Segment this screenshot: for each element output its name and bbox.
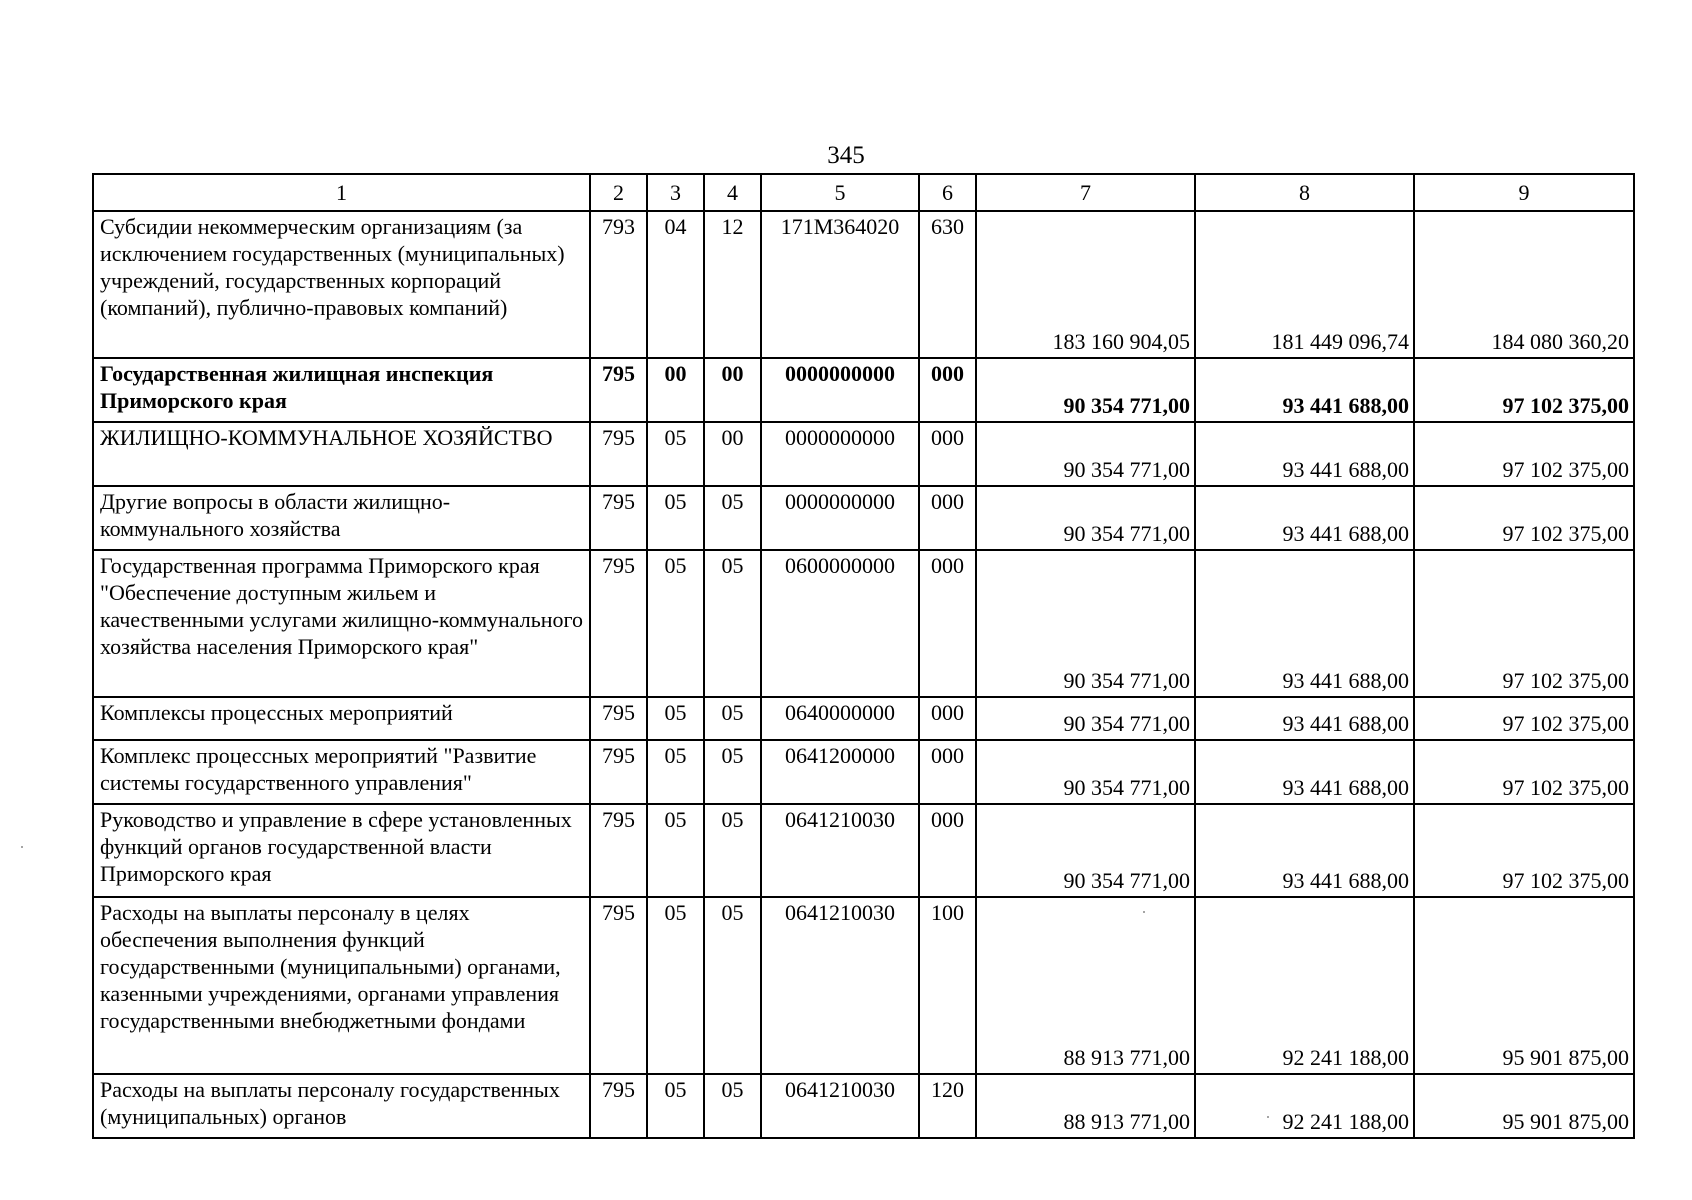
row-col-2: 795 [590, 804, 647, 897]
row-col-6: 000 [919, 486, 976, 550]
row-name: Государственная жилищная инспекция Приморского края [93, 358, 590, 422]
table-body [93, 174, 1634, 1138]
row-name: Комплекс процессных мероприятий "Развитие системы государственного управления" [93, 740, 590, 804]
row-value-7: 88 913 771,00 [976, 897, 1195, 1074]
row-col-4: 00 [704, 422, 761, 486]
row-col-3: 04 [647, 211, 704, 358]
row-col-5: 0641210030 [761, 897, 919, 1074]
row-value-8: 93 441 688,00 [1195, 804, 1414, 897]
row-name: Государственная программа Приморского края "Обеспечение доступным жильем и качественными услугами жилищно-коммунального хозяйства населения Приморского края" [93, 550, 590, 697]
row-col-4: 05 [704, 740, 761, 804]
row-col-6: 630 [919, 211, 976, 358]
row-col-6: 000 [919, 550, 976, 697]
row-value-7: 90 354 771,00 [976, 697, 1195, 740]
row-col-2: 795 [590, 697, 647, 740]
row-value-9: 97 102 375,00 [1414, 358, 1634, 422]
table-row [93, 897, 1634, 1074]
row-col-6: 000 [919, 358, 976, 422]
row-value-8: 93 441 688,00 [1195, 486, 1414, 550]
row-value-7: 183 160 904,05 [976, 211, 1195, 358]
table-row [93, 486, 1634, 550]
row-name: Расходы на выплаты персоналу в целях обеспечения выполнения функций государственными (муниципальными) органами, казенными учреждениями, органами управления государственными внебюджетными фондами [93, 897, 590, 1074]
row-value-7: 90 354 771,00 [976, 486, 1195, 550]
column-header-4: 4 [704, 174, 761, 211]
row-value-8: 181 449 096,74 [1195, 211, 1414, 358]
row-value-7: 88 913 771,00 [976, 1074, 1195, 1138]
row-value-7: 90 354 771,00 [976, 358, 1195, 422]
table-row [93, 740, 1634, 804]
row-col-3: 05 [647, 697, 704, 740]
row-col-5: 0641210030 [761, 804, 919, 897]
row-value-8: 93 441 688,00 [1195, 358, 1414, 422]
row-col-4: 05 [704, 804, 761, 897]
row-col-3: 05 [647, 804, 704, 897]
row-col-5: 0600000000 [761, 550, 919, 697]
column-header-7: 7 [976, 174, 1195, 211]
column-header-6: 6 [919, 174, 976, 211]
row-col-5: 0000000000 [761, 358, 919, 422]
row-col-3: 00 [647, 358, 704, 422]
row-col-2: 795 [590, 740, 647, 804]
table-row [93, 422, 1634, 486]
row-col-6: 120 [919, 1074, 976, 1138]
row-col-6: 000 [919, 422, 976, 486]
row-col-2: 795 [590, 550, 647, 697]
column-header-8: 8 [1195, 174, 1414, 211]
row-col-6: 000 [919, 804, 976, 897]
row-col-3: 05 [647, 486, 704, 550]
row-value-9: 97 102 375,00 [1414, 740, 1634, 804]
row-name: Руководство и управление в сфере установленных функций органов государственной власти Приморского края [93, 804, 590, 897]
row-col-3: 05 [647, 740, 704, 804]
budget-table [92, 173, 1635, 1139]
row-col-6: 000 [919, 740, 976, 804]
scan-speck [21, 846, 23, 848]
row-value-7: 90 354 771,00 [976, 740, 1195, 804]
row-col-3: 05 [647, 1074, 704, 1138]
row-col-5: 0640000000 [761, 697, 919, 740]
table-row [93, 697, 1634, 740]
column-header-3: 3 [647, 174, 704, 211]
row-col-5: 0000000000 [761, 486, 919, 550]
row-value-9: 97 102 375,00 [1414, 804, 1634, 897]
row-col-4: 12 [704, 211, 761, 358]
row-value-9: 184 080 360,20 [1414, 211, 1634, 358]
table-row [93, 211, 1634, 358]
row-value-9: 95 901 875,00 [1414, 897, 1634, 1074]
row-col-2: 795 [590, 897, 647, 1074]
row-col-4: 05 [704, 550, 761, 697]
row-name: Комплексы процессных мероприятий [93, 697, 590, 740]
row-col-2: 793 [590, 211, 647, 358]
row-col-6: 000 [919, 697, 976, 740]
row-col-4: 00 [704, 358, 761, 422]
row-col-2: 795 [590, 422, 647, 486]
row-value-8: 92 241 188,00 [1195, 897, 1414, 1074]
row-col-3: 05 [647, 422, 704, 486]
row-name: Субсидии некоммерческим организациям (за исключением государственных (муниципальных) учреждений, государственных корпораций (компаний), публично-правовых компаний) [93, 211, 590, 358]
header-row [93, 174, 1634, 211]
row-value-8: 93 441 688,00 [1195, 422, 1414, 486]
row-name: ЖИЛИЩНО-КОММУНАЛЬНОЕ ХОЗЯЙСТВО [93, 422, 590, 486]
scan-speck [1143, 911, 1145, 913]
scan-speck [1267, 1116, 1269, 1118]
row-value-7: 90 354 771,00 [976, 804, 1195, 897]
row-name: Расходы на выплаты персоналу государственных (муниципальных) органов [93, 1074, 590, 1138]
page-number: 345 [827, 142, 865, 169]
table-row [93, 804, 1634, 897]
row-col-4: 05 [704, 486, 761, 550]
column-header-2: 2 [590, 174, 647, 211]
row-col-5: 0641210030 [761, 1074, 919, 1138]
row-value-9: 97 102 375,00 [1414, 697, 1634, 740]
row-col-3: 05 [647, 550, 704, 697]
row-value-8: 92 241 188,00 [1195, 1074, 1414, 1138]
row-col-2: 795 [590, 486, 647, 550]
row-value-8: 93 441 688,00 [1195, 740, 1414, 804]
row-value-8: 93 441 688,00 [1195, 697, 1414, 740]
row-col-4: 05 [704, 897, 761, 1074]
row-value-7: 90 354 771,00 [976, 550, 1195, 697]
row-col-4: 05 [704, 697, 761, 740]
table-row [93, 550, 1634, 697]
column-header-1: 1 [93, 174, 590, 211]
table-row [93, 1074, 1634, 1138]
row-value-9: 97 102 375,00 [1414, 422, 1634, 486]
row-value-9: 97 102 375,00 [1414, 550, 1634, 697]
table-row [93, 358, 1634, 422]
row-col-4: 05 [704, 1074, 761, 1138]
row-col-2: 795 [590, 358, 647, 422]
row-value-9: 95 901 875,00 [1414, 1074, 1634, 1138]
row-value-7: 90 354 771,00 [976, 422, 1195, 486]
row-col-5: 171М364020 [761, 211, 919, 358]
row-col-6: 100 [919, 897, 976, 1074]
row-col-5: 0000000000 [761, 422, 919, 486]
row-col-2: 795 [590, 1074, 647, 1138]
row-col-5: 0641200000 [761, 740, 919, 804]
row-value-8: 93 441 688,00 [1195, 550, 1414, 697]
row-col-3: 05 [647, 897, 704, 1074]
column-header-9: 9 [1414, 174, 1634, 211]
row-value-9: 97 102 375,00 [1414, 486, 1634, 550]
column-header-5: 5 [761, 174, 919, 211]
row-name: Другие вопросы в области жилищно-коммунального хозяйства [93, 486, 590, 550]
